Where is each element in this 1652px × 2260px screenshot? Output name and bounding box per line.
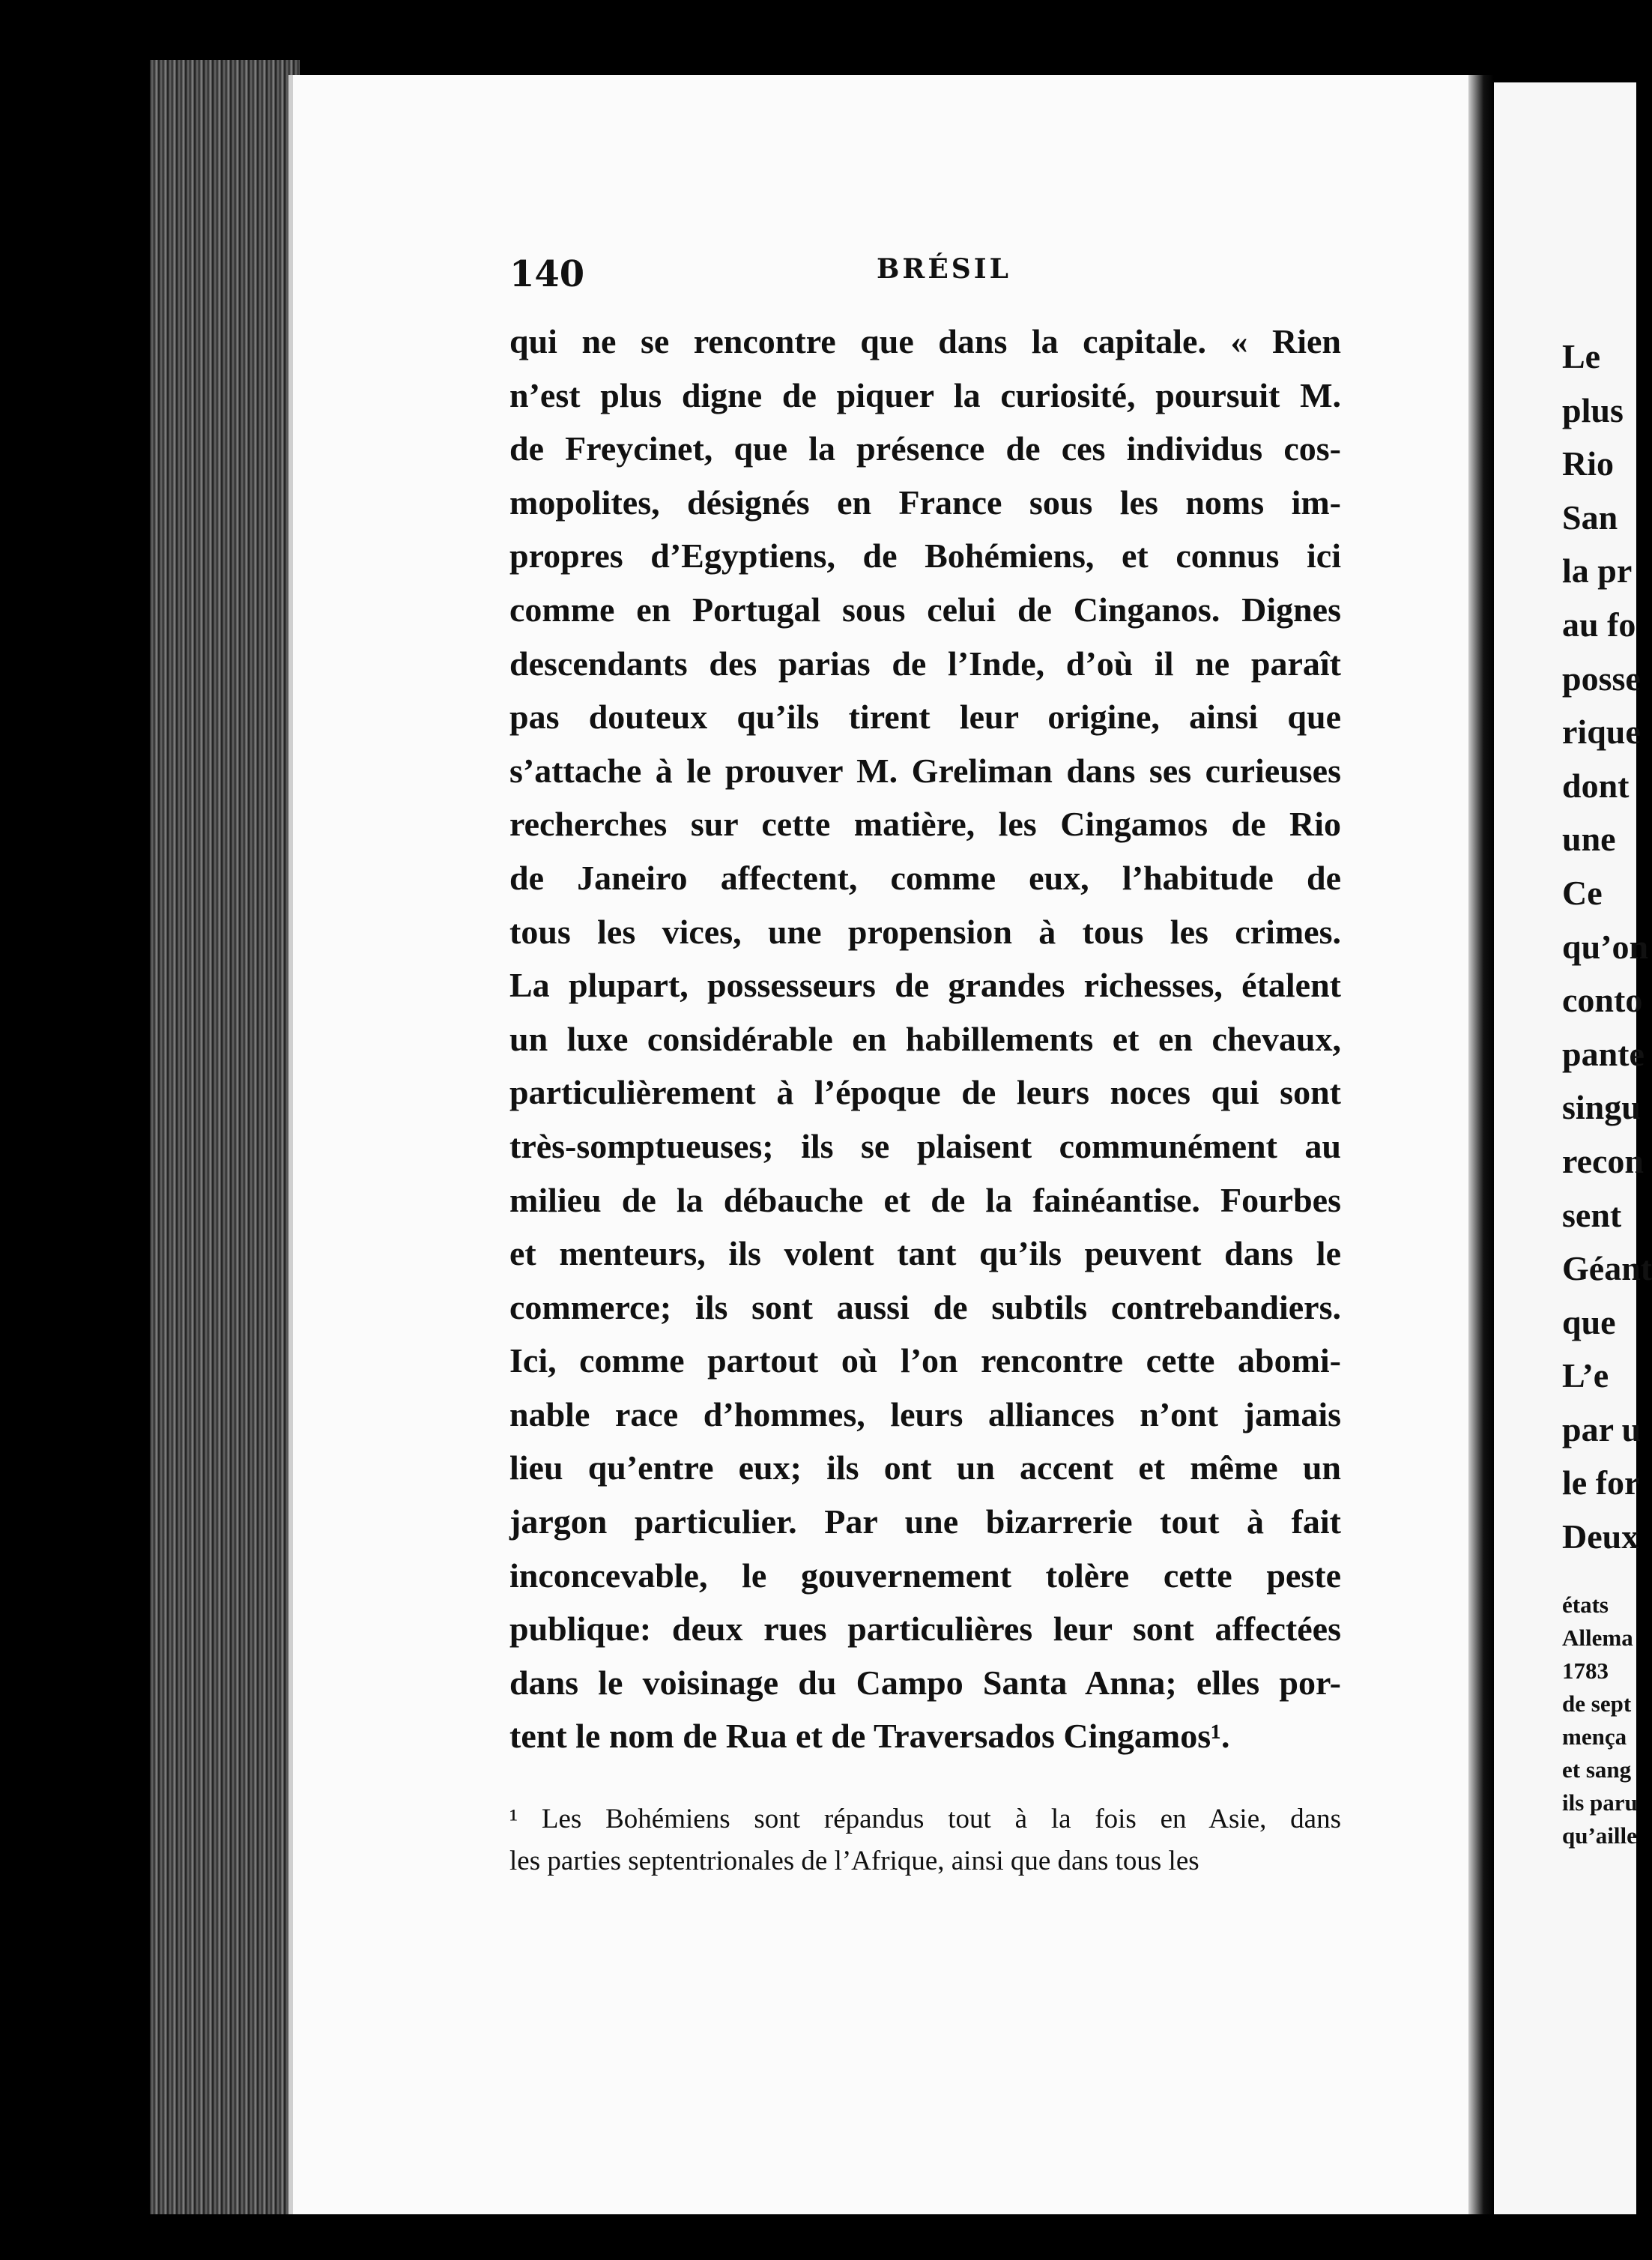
text-line: s’attache à le prouver M. Greliman dans ses curieuses: [509, 751, 1341, 790]
right-text-fragment: le for: [1562, 1463, 1640, 1502]
right-text-fragment: au fo: [1562, 605, 1636, 644]
text-line: inconcevable, le gouvernement tolère cette peste: [509, 1556, 1341, 1595]
text-line: tous les vices, une propension à tous les crimes.: [509, 912, 1341, 951]
text-line: recherches sur cette matière, les Cingamos de Rio: [509, 805, 1341, 844]
text-line: nable race d’hommes, leurs alliances n’ont jamais: [509, 1395, 1341, 1433]
text-line: propres d’Egyptiens, de Bohémiens, et connus ici: [509, 537, 1341, 575]
right-page-text: [1562, 330, 1652, 1564]
right-text-fragment: Le: [1562, 337, 1601, 375]
right-footnote-fragment: états: [1562, 1592, 1609, 1618]
right-text-fragment: dont: [1562, 766, 1630, 805]
right-footnote-fragment: de sept: [1562, 1691, 1632, 1717]
text-line: descendants des parias de l’Inde, d’où il ne paraît: [509, 644, 1341, 683]
right-text-fragment: recon: [1562, 1141, 1645, 1180]
text-line: Ici, comme partout où l’on rencontre cette abomi-: [509, 1341, 1341, 1380]
right-text-fragment: pante: [1562, 1034, 1645, 1073]
text-line: et menteurs, ils volent tant qu’ils peuvent dans le: [509, 1234, 1341, 1273]
text-line: La plupart, possesseurs de grandes richesses, étalent: [509, 966, 1341, 1005]
text-line: jargon particulier. Par une bizarrerie tout à fait: [509, 1502, 1341, 1541]
text-line: tent le nom de Rua et de Traversados Cingamos¹.: [509, 1717, 1230, 1756]
right-text-fragment: plus: [1562, 390, 1624, 429]
text-line: comme en Portugal sous celui de Cinganos. Dignes: [509, 590, 1341, 629]
book-gutter: [1468, 75, 1494, 2218]
text-line: lieu qu’entre eux; ils ont un accent et même un: [509, 1448, 1341, 1487]
right-text-fragment: Deux: [1562, 1517, 1639, 1556]
right-text-fragment: par u: [1562, 1410, 1642, 1448]
running-title: BRÉSIL: [877, 253, 1011, 285]
text-line: commerce; ils sont aussi de subtils contrebandiers.: [509, 1287, 1341, 1326]
right-page-footnote: [1562, 1589, 1638, 1852]
right-text-fragment: qu’on: [1562, 927, 1649, 966]
text-line: milieu de la débauche et de la fainéantise. Fourbes: [509, 1180, 1341, 1219]
right-text-fragment: que: [1562, 1302, 1616, 1341]
footnote-block: [509, 1798, 1341, 1882]
page-number: 140: [509, 253, 585, 295]
scan-border: [0, 2214, 1636, 2260]
right-footnote-fragment: et sang: [1562, 1756, 1632, 1783]
text-line: publique: deux rues particulières leur sont affectées: [509, 1610, 1341, 1649]
footnote-line: ¹ Les Bohémiens sont répandus tout à la fois en Asie, dans: [509, 1804, 1341, 1834]
text-line: dans le voisinage du Campo Santa Anna; elles por-: [509, 1663, 1341, 1702]
text-line: de Janeiro affectent, comme eux, l’habitude de: [509, 858, 1341, 897]
text-line: un luxe considérable en habillements et en chevaux,: [509, 1019, 1341, 1058]
right-text-fragment: sent: [1562, 1195, 1622, 1234]
text-line: mopolites, désignés en France sous les noms im-: [509, 483, 1341, 522]
right-footnote-fragment: 1783: [1562, 1658, 1609, 1684]
text-line: pas douteux qu’ils tirent leur origine, ainsi que: [509, 698, 1341, 737]
footnote-line: les parties septentrionales de l’Afrique, ainsi que dans tous les: [509, 1846, 1199, 1876]
right-footnote-fragment: ils paru: [1562, 1789, 1638, 1816]
text-line: particulièrement à l’époque de leurs noces qui sont: [509, 1073, 1341, 1112]
right-text-fragment: L’e: [1562, 1356, 1609, 1395]
right-text-fragment: une: [1562, 820, 1616, 859]
main-text-block: [509, 315, 1341, 1763]
text-line: n’est plus digne de piquer la curiosité, poursuit M.: [509, 375, 1341, 414]
text-line: très-somptueuses; ils se plaisent communément au: [509, 1126, 1341, 1165]
text-line: de Freycinet, que la présence de ces individus cos-: [509, 429, 1341, 468]
right-text-fragment: singu: [1562, 1088, 1641, 1127]
right-text-fragment: Ce: [1562, 873, 1603, 912]
right-text-fragment: rique: [1562, 713, 1641, 752]
right-footnote-fragment: mença: [1562, 1723, 1627, 1750]
right-text-fragment: posse: [1562, 659, 1641, 698]
right-text-fragment: la pr: [1562, 552, 1633, 590]
right-text-fragment: Géant: [1562, 1249, 1652, 1288]
right-footnote-fragment: qu’aille: [1562, 1822, 1637, 1849]
right-text-fragment: Rio: [1562, 444, 1614, 483]
right-text-fragment: conto: [1562, 981, 1643, 1020]
book-page-edges: [150, 60, 300, 2218]
right-text-fragment: San: [1562, 498, 1618, 537]
text-line: qui ne se rencontre que dans la capitale. « Rien: [509, 322, 1341, 360]
right-footnote-fragment: Allema: [1562, 1625, 1633, 1651]
